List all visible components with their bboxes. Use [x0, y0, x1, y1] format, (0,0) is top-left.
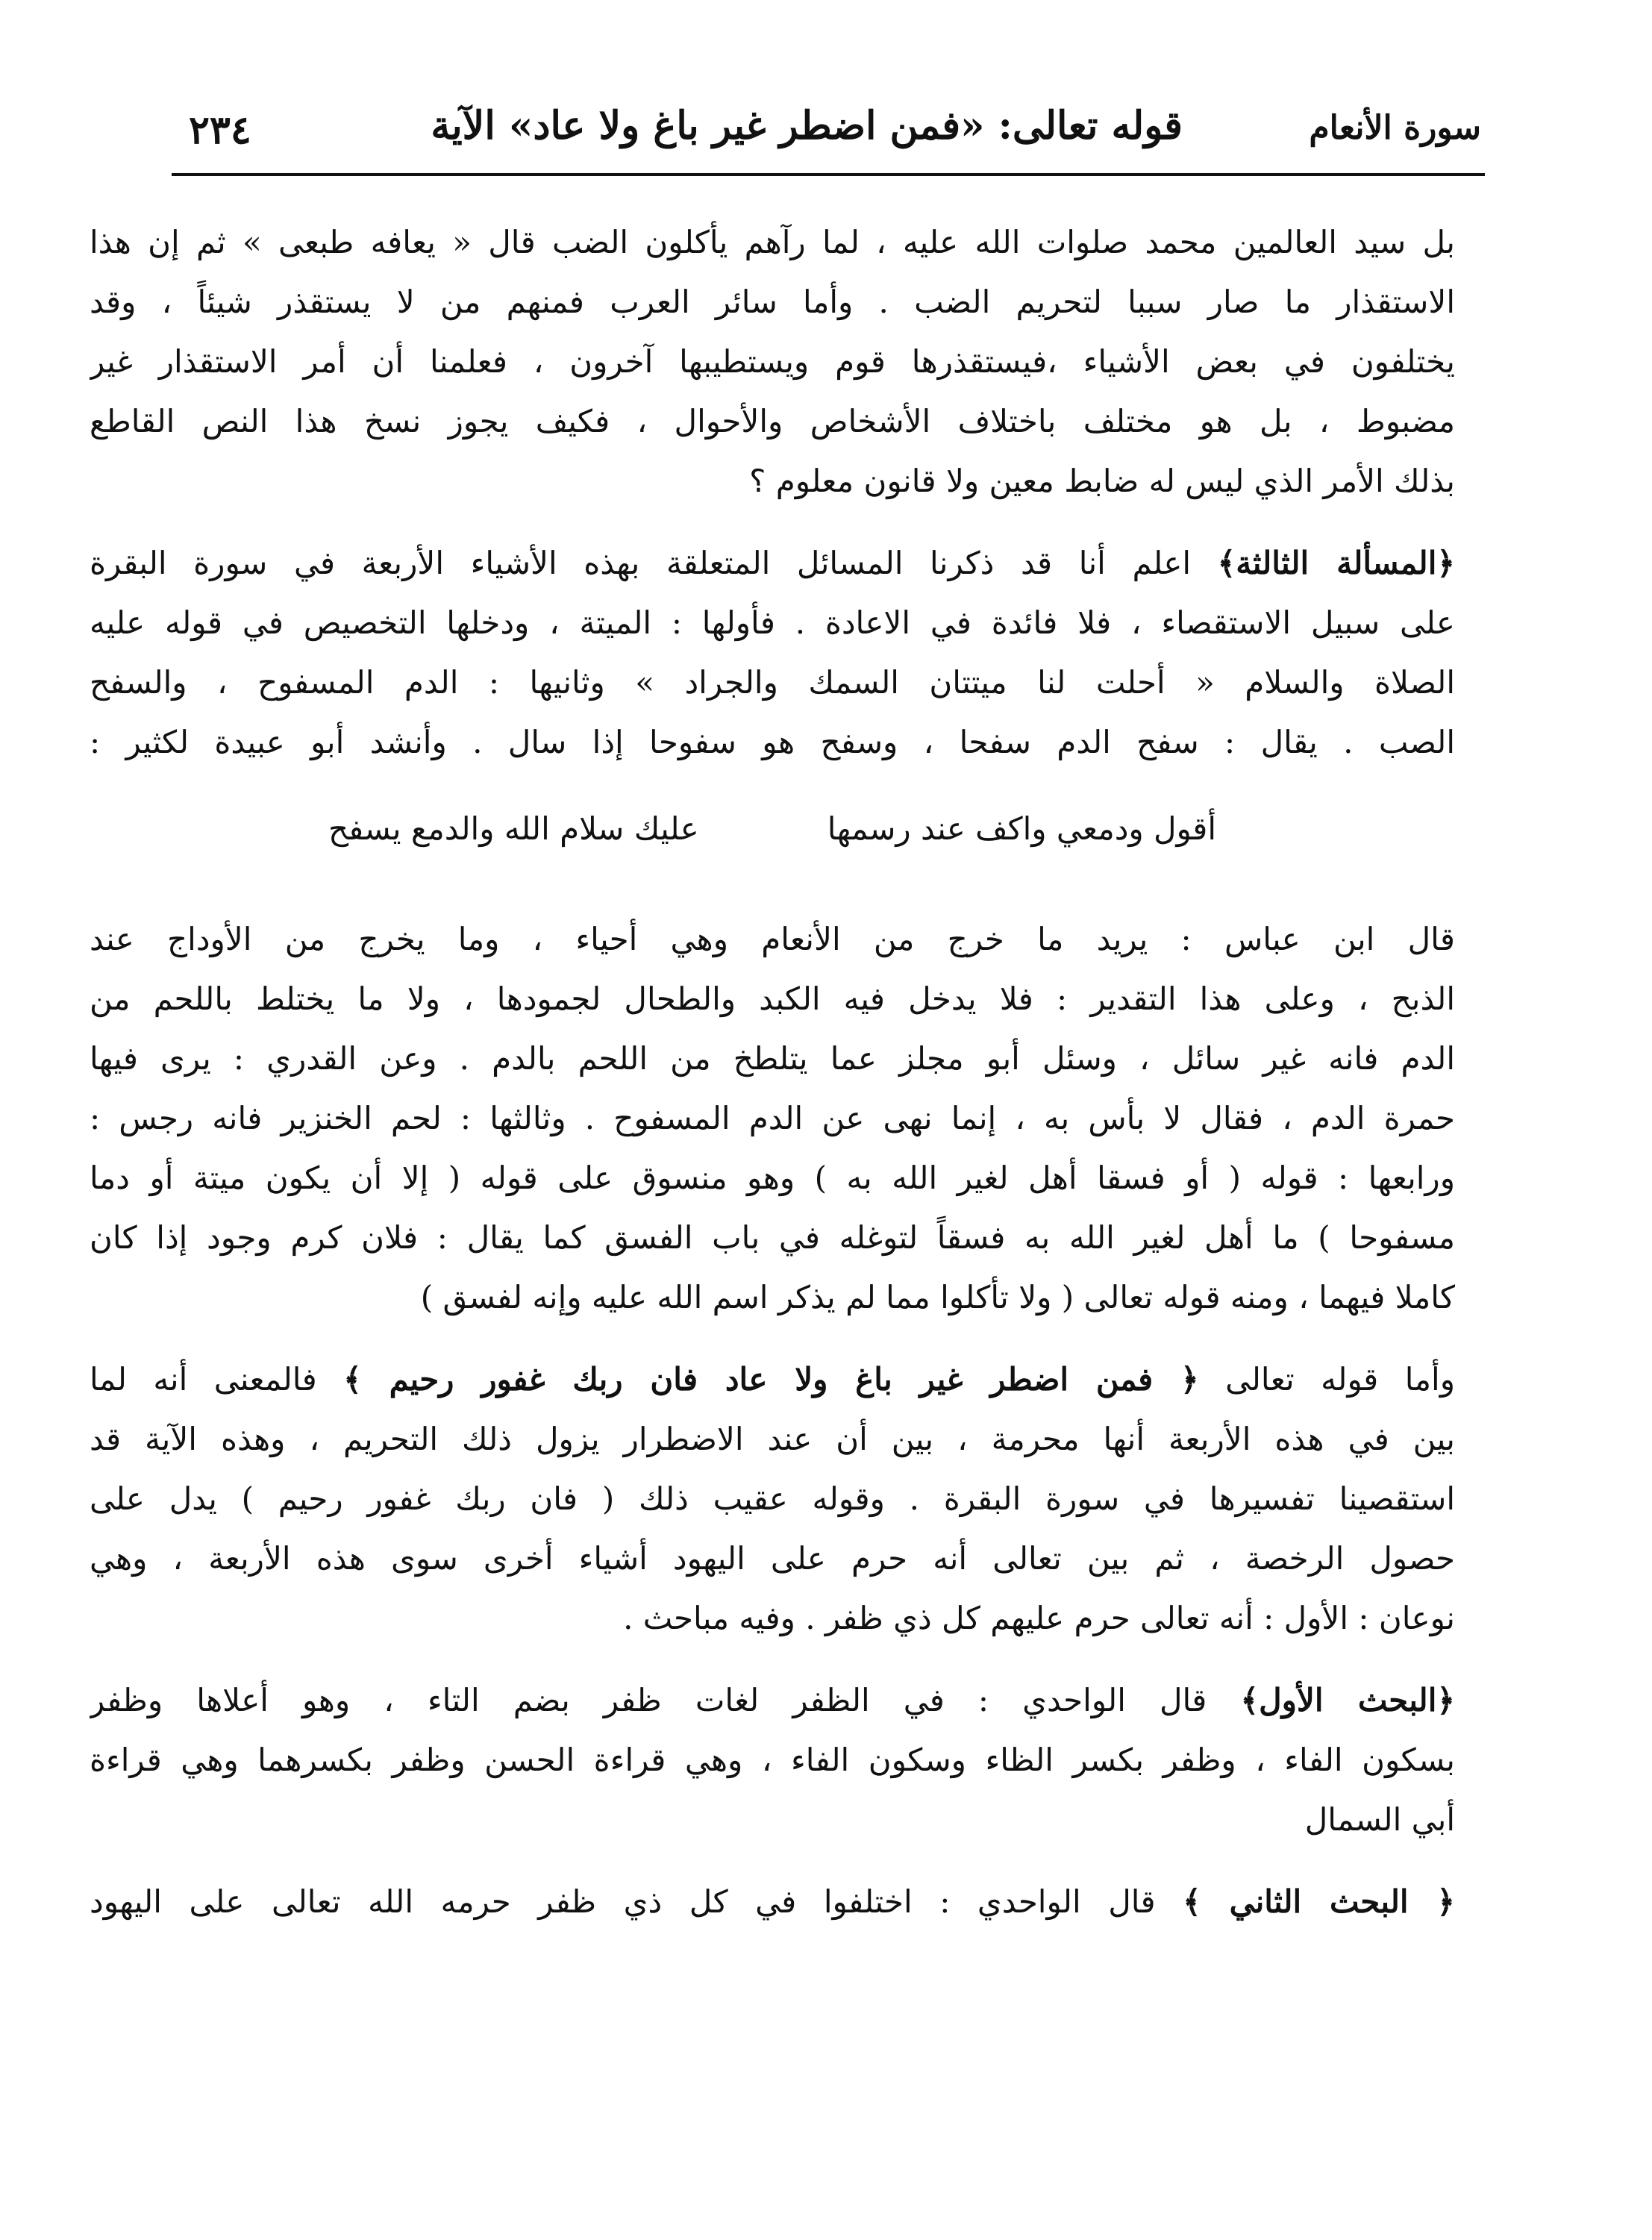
- text-line: [90, 1350, 1455, 1410]
- text-line: على سبيل الاستقصاء ، فلا فائدة في الاعادة . فأولها : الميتة ، ودخلها التخصيص في قوله عليه: [90, 604, 1455, 641]
- poetry-verse: [328, 799, 1216, 859]
- header-rule: [172, 173, 1485, 176]
- text-line: أبي السمال: [1304, 1801, 1455, 1838]
- text-line: بين في هذه الأربعة أنها محرمة ، بين أن عند الاضطرار يزول ذلك التحريم ، وهذه الآية قد: [90, 1421, 1455, 1457]
- text-span: فالمعنى أنه لما: [90, 1361, 344, 1398]
- text-line: الصب . يقال : سفح الدم سفحا ، وسفح هو سفوحا إذا سال . وأنشد أبو عبيدة لكثير :: [90, 724, 1455, 760]
- text-line: مضبوط ، بل هو مختلف باختلاف الأشخاص والأحوال ، فكيف يجوز نسخ هذا النص القاطع: [90, 403, 1455, 439]
- verse-first-hemistich: أقول ودمعي واكف عند رسمها: [827, 810, 1216, 847]
- text-line: [90, 534, 1455, 593]
- text-line: كاملا فيهما ، ومنه قوله تعالى ( ولا تأكلوا مما لم يذكر اسم الله عليه وإنه لفسق ): [420, 1279, 1455, 1315]
- paragraph-2: [90, 534, 1455, 772]
- header-title: قوله تعالى: «فمن اضطر غير باغ ولا عاد» الآية: [431, 103, 1183, 148]
- verse-second-hemistich: عليك سلام الله والدمع يسفح: [328, 810, 699, 847]
- paragraph-4: [90, 1350, 1455, 1648]
- text-line: قال ابن عباس : يريد ما خرج من الأنعام وهي أحياء ، وما يخرج من الأوداج عند: [90, 921, 1455, 957]
- header-surah: سورة الأنعام: [1309, 109, 1481, 147]
- paragraph-5: [90, 1671, 1455, 1850]
- text-line: [90, 1671, 1455, 1730]
- paragraph-3: [90, 910, 1455, 1327]
- paragraph-6: [90, 1872, 1455, 1932]
- text-span: قال الواحدي : في الظفر لغات ظفر بضم التاء ، وهو أعلاها وظفر: [90, 1682, 1241, 1718]
- text-line: حمرة الدم ، فقال لا بأس به ، إنما نهى عن الدم المسفوح . وثالثها : لحم الخنزير فانه رجس :: [90, 1100, 1455, 1136]
- text-line: مسفوحا ) ما أهل لغير الله به فسقاً لتوغله في باب الفسق كما يقال : فلان كرم وجود إذا كان: [90, 1219, 1455, 1256]
- text-span: وأما قوله تعالى: [1198, 1361, 1455, 1398]
- quran-verse: ﴿ فمن اضطر غير باغ ولا عاد فان ربك غفور رحيم ﴾: [343, 1361, 1199, 1398]
- text-line: الدم فانه غير سائل ، وسئل أبو مجلز عما يتلطخ من اللحم بالدم . وعن القدري : يرى فيها: [90, 1040, 1455, 1077]
- text-line: استقصينا تفسيرها في سورة البقرة . وقوله عقيب ذلك ( فان ربك غفور رحيم ) يدل على: [90, 1480, 1455, 1517]
- running-header: [175, 90, 1481, 172]
- text-span: قال الواحدي : اختلفوا في كل ذي ظفر حرمه الله تعالى على اليهود: [90, 1883, 1183, 1920]
- section-heading: ﴿ البحث الثاني ﴾: [1183, 1883, 1455, 1920]
- text-line: الصلاة والسلام « أحلت لنا ميتتان السمك والجراد » وثانيها : الدم المسفوح ، والسفح: [90, 664, 1455, 701]
- text-line: بسكون الفاء ، وظفر بكسر الظاء وسكون الفاء ، وهي قراءة الحسن وظفر بكسرهما وهي قراءة: [90, 1742, 1455, 1778]
- text-line: [90, 1872, 1455, 1932]
- text-line: الاستقذار ما صار سببا لتحريم الضب . وأما سائر العرب فمنهم من لا يستقذر شيئاً ، وقد: [90, 284, 1455, 320]
- text-line: يختلفون في بعض الأشياء ،فيستقذرها قوم ويستطيبها آخرون ، فعلمنا أن أمر الاستقذار غير: [90, 343, 1455, 380]
- text-line: الذبح ، وعلى هذا التقدير : فلا يدخل فيه الكبد والطحال لجمودها ، ولا ما يختلط باللحم من: [90, 980, 1455, 1017]
- paragraph-1: [90, 213, 1455, 511]
- text-line: بل سيد العالمين محمد صلوات الله عليه ، لما رآهم يأكلون الضب قال « يعافه طبعى » ثم إن هذا: [90, 224, 1455, 260]
- section-heading: ﴿البحث الأول﴾: [1240, 1682, 1455, 1718]
- page-number: ٢٣٤: [189, 107, 251, 153]
- page-body: [90, 213, 1455, 1954]
- text-line: نوعان : الأول : أنه تعالى حرم عليهم كل ذي ظفر . وفيه مباحث .: [623, 1600, 1455, 1636]
- text-line: بذلك الأمر الذي ليس له ضابط معين ولا قانون معلوم ؟: [749, 463, 1455, 499]
- section-heading: ﴿المسألة الثالثة﴾: [1217, 545, 1455, 581]
- text-line: ورابعها : قوله ( أو فسقا أهل لغير الله به ) وهو منسوق على قوله ( إلا أن يكون ميتة أو دما: [90, 1160, 1455, 1196]
- text-span: اعلم أنا قد ذكرنا المسائل المتعلقة بهذه الأشياء الأربعة في سورة البقرة: [90, 545, 1218, 581]
- text-line: حصول الرخصة ، ثم بين تعالى أنه حرم على اليهود أشياء أخرى سوى هذه الأربعة ، وهي: [90, 1540, 1455, 1577]
